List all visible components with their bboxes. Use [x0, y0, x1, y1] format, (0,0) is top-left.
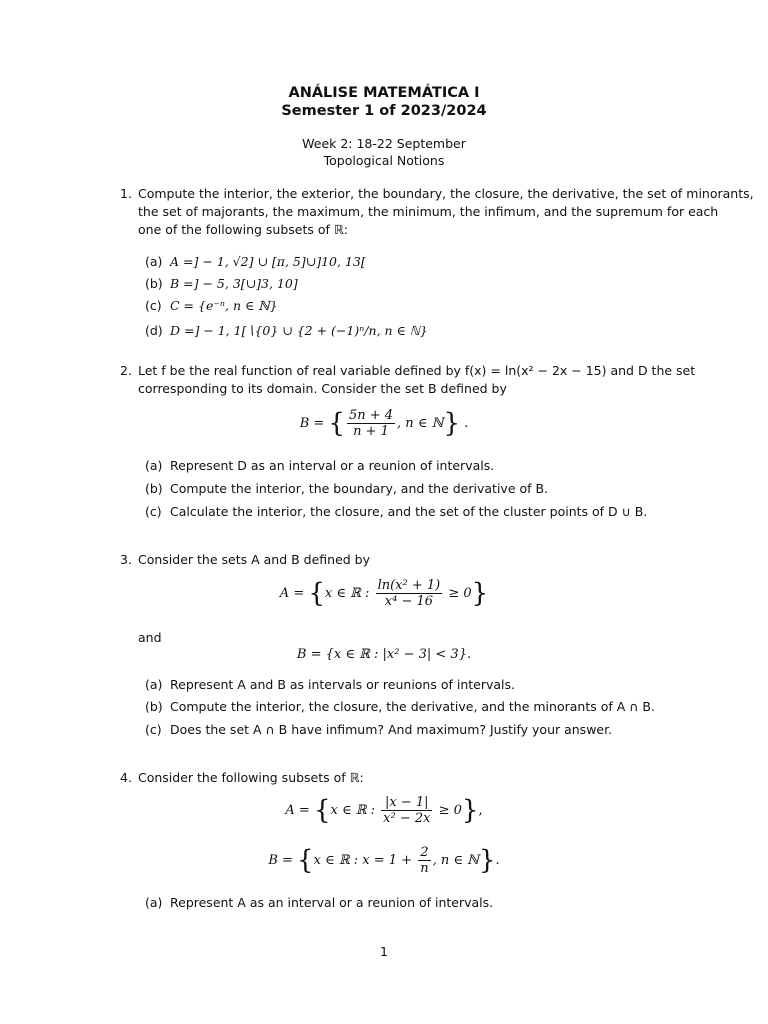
- q3-item-c-text: Does the set A ∩ B have infimum? And maximum? Justify your answer.: [170, 722, 613, 737]
- q1-line-2: the set of majorants, the maximum, the minimum, the infimum, and the supremum for each: [138, 204, 719, 219]
- q3-set-a-formula: A = {x ∈ ℝ : $\frac{\text{ln(x² + 1)}}{\text{x⁴ − 16}}$ ≥ 0}: [279, 578, 489, 609]
- q1-item-c-label: (c): [145, 298, 162, 313]
- q2-item-b-text: Compute the interior, the boundary, and the derivative of B.: [170, 481, 549, 496]
- q2-set-lhs: B =: [299, 416, 329, 431]
- q4-set-b-pre: x ∈ ℝ : x = 1 +: [313, 853, 417, 868]
- q4-set-b-formula: B = {x ∈ ℝ : x = 1 + $\frac{2}{n}$ , n ∈ ℕ}.: [268, 845, 500, 876]
- q3-item-c-label: (c): [145, 722, 162, 737]
- q4-set-a-pre: x ∈ ℝ :: [330, 803, 380, 818]
- q3-set-a-lhs: A =: [279, 586, 309, 601]
- q2-set-b-formula: B = { $\frac{5n + 4}{n + 1}$ , n ∈ ℕ} .: [299, 408, 469, 439]
- q2-item-b-label: (b): [145, 481, 163, 496]
- q2-item-a-label: (a): [145, 458, 163, 473]
- q1-item-b-math: B =] − 5, 3[∪]3, 10]: [170, 276, 298, 291]
- q4-fraction-b-numerator: 2: [418, 845, 430, 861]
- q4-set-a-end: ,: [478, 803, 483, 818]
- q1-item-a-label: (a): [145, 254, 163, 269]
- q4-set-b-end: .: [495, 853, 500, 868]
- q2-fraction-denominator: n + 1: [353, 424, 389, 439]
- q2-item-a-text: Represent D as an interval or a reunion of intervals.: [170, 458, 495, 473]
- q3-item-a-text: Represent A and B as intervals or reunions of intervals.: [170, 677, 516, 692]
- q4-set-b-lhs: B =: [268, 853, 298, 868]
- topic-label: Topological Notions: [323, 153, 445, 168]
- q1-item-d-label: (d): [145, 323, 163, 338]
- q2-fraction-numerator: 5n + 4: [348, 408, 394, 423]
- q2-line-1: Let f be the real function of real variable defined by f(x) = ln(x² − 2x − 15) and D the set: [138, 363, 696, 378]
- q4-set-b-tail: , n ∈ ℕ: [432, 853, 479, 868]
- q3-number: 3.: [120, 552, 132, 567]
- q4-intro: Consider the following subsets of ℝ:: [138, 770, 364, 785]
- q4-item-a-text: Represent A as an interval or a reunion of intervals.: [170, 895, 494, 910]
- q3-set-b-formula: B = {x ∈ ℝ : |x² − 3| < 3}.: [296, 647, 472, 662]
- q1-number: 1.: [120, 186, 132, 201]
- q3-intro: Consider the sets A and B defined by: [138, 552, 371, 567]
- q2-line-2: corresponding to its domain. Consider the set B defined by: [138, 381, 507, 396]
- q4-number: 4.: [120, 770, 132, 785]
- q4-item-a-label: (a): [145, 895, 163, 910]
- semester-title: Semester 1 of 2023/2024: [281, 103, 487, 119]
- page-number: 1: [380, 944, 388, 959]
- q3-set-a-tail: ≥ 0: [444, 586, 472, 601]
- q4-set-a-formula: A = {x ∈ ℝ : $\frac{|x - 1|}{\text{x² − 2x}}$ ≥ 0},: [285, 795, 483, 826]
- q1-line-3: one of the following subsets of ℝ:: [138, 222, 349, 237]
- q3-item-b-text: Compute the interior, the closure, the derivative, and the minorants of A ∩ B.: [170, 699, 655, 714]
- q3-item-a-label: (a): [145, 677, 163, 692]
- q4-fraction-a-numerator: |x − 1|: [381, 795, 432, 811]
- q2-item-c-text: Calculate the interior, the closure, and the set of the cluster points of D ∪ B.: [170, 504, 648, 519]
- q1-item-c-math: C = {e⁻ⁿ, n ∈ ℕ}: [170, 298, 278, 313]
- q1-line-1: Compute the interior, the exterior, the boundary, the closure, the derivative, the set of minorants,: [138, 186, 754, 201]
- q2-item-c-label: (c): [145, 504, 162, 519]
- q2-number: 2.: [120, 363, 132, 378]
- q2-set-tail: , n ∈ ℕ: [397, 416, 444, 431]
- q2-fraction: [347, 408, 395, 439]
- q1-item-d-math: D =] − 1, 1[∖{0} ∪ {2 + (−1)ⁿ/n, n ∈ ℕ}: [170, 323, 428, 338]
- q3-item-b-label: (b): [145, 699, 163, 714]
- week-label: Week 2: 18-22 September: [302, 136, 466, 151]
- q3-and: and: [138, 630, 162, 645]
- q4-fraction-a-denominator: x² − 2x: [383, 811, 431, 826]
- course-title: ANÁLISE MATEMÁTICA I: [288, 85, 480, 101]
- q3-fraction: [376, 578, 443, 609]
- q1-item-a-math: A =] − 1, √2] ∪ [π, 5]∪]10, 13[: [170, 254, 366, 269]
- q3-fraction-numerator: ln(x² + 1): [377, 578, 441, 593]
- q4-fraction-b-denominator: n: [420, 861, 429, 876]
- q4-set-a-tail: ≥ 0: [434, 803, 462, 818]
- q4-set-a-lhs: A =: [285, 803, 314, 818]
- q3-set-a-pre: x ∈ ℝ :: [324, 586, 374, 601]
- q3-fraction-denominator: x⁴ − 16: [384, 594, 434, 609]
- q1-item-b-label: (b): [145, 276, 163, 291]
- q4-fraction-b: [418, 845, 430, 876]
- q4-fraction-a: [381, 795, 432, 826]
